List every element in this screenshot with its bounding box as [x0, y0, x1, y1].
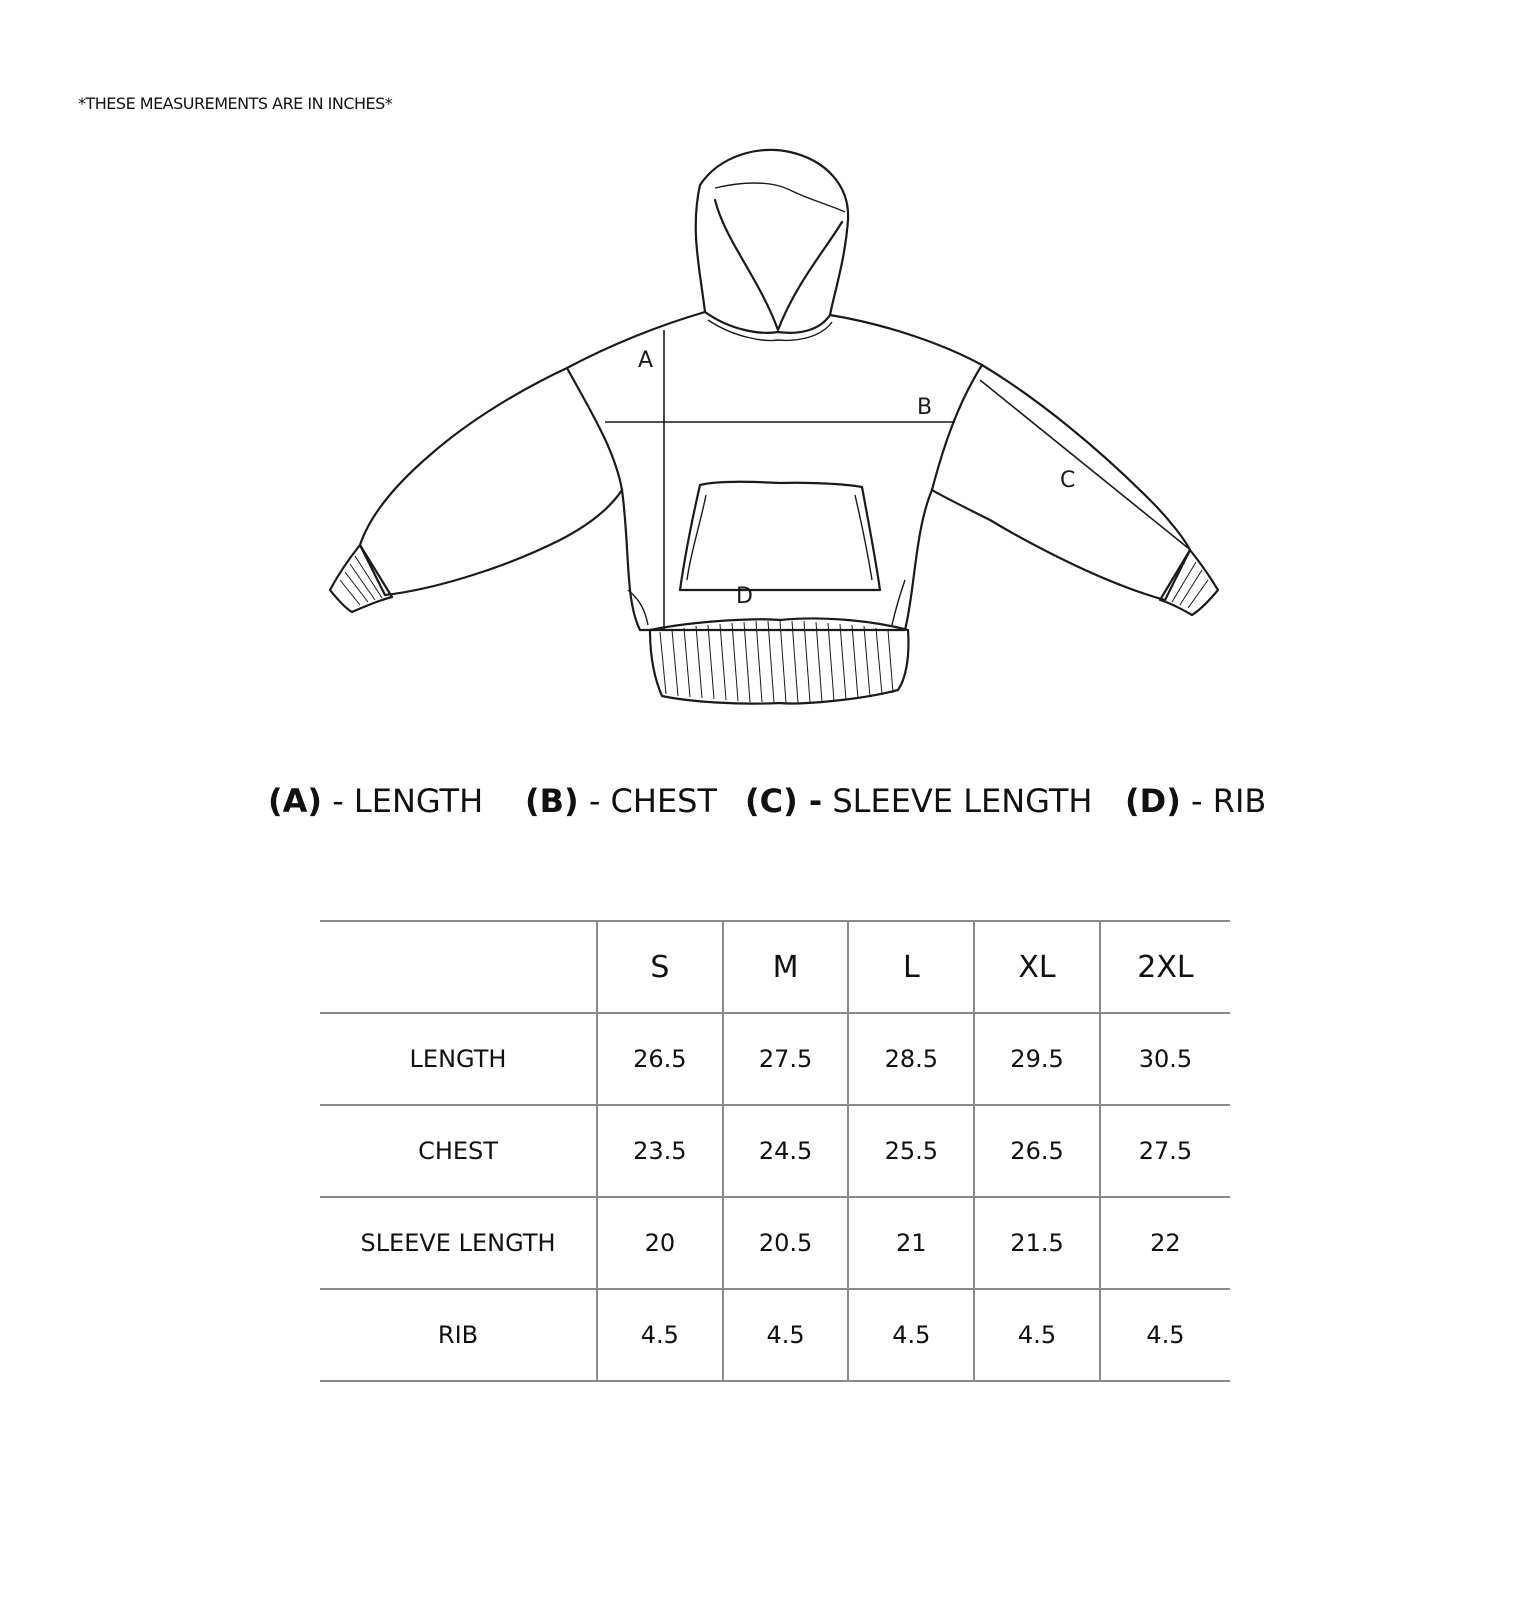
- measure-line-c: [980, 380, 1188, 548]
- table-cell: 20: [597, 1197, 723, 1289]
- legend-text: CHEST: [610, 782, 718, 820]
- right-side-fold: [892, 580, 905, 625]
- legend-key: (A): [268, 782, 323, 820]
- legend-text: LENGTH: [353, 782, 484, 820]
- label-d: D: [736, 584, 753, 609]
- size-header-m: M: [723, 921, 849, 1013]
- table-cell: 21: [848, 1197, 974, 1289]
- hood-inner: [715, 183, 845, 212]
- table-cell: 4.5: [597, 1289, 723, 1381]
- table-cell: 25.5: [848, 1105, 974, 1197]
- size-header-s: S: [597, 921, 723, 1013]
- table-cell: 30.5: [1100, 1013, 1230, 1105]
- legend-text: RIB: [1212, 782, 1267, 820]
- table-corner-cell: [320, 921, 597, 1013]
- row-label-chest: CHEST: [320, 1105, 597, 1197]
- table-cell: 24.5: [723, 1105, 849, 1197]
- table-cell: 4.5: [974, 1289, 1100, 1381]
- hood-opening: [715, 200, 842, 330]
- table-cell: 27.5: [1100, 1105, 1230, 1197]
- right-cuff: [1160, 550, 1218, 615]
- table-cell: 21.5: [974, 1197, 1100, 1289]
- table-header-row: [320, 921, 1230, 1013]
- row-label-length: LENGTH: [320, 1013, 597, 1105]
- table-row: [320, 1013, 1230, 1105]
- legend-key: (D): [1125, 782, 1181, 820]
- left-cuff: [330, 545, 392, 612]
- table-cell: 29.5: [974, 1013, 1100, 1105]
- table-cell: 26.5: [974, 1105, 1100, 1197]
- size-header-2xl: 2XL: [1100, 921, 1230, 1013]
- size-header-l: L: [848, 921, 974, 1013]
- measurement-legend: [0, 782, 1530, 822]
- legend-separator: [822, 782, 832, 820]
- legend-item-length: [268, 782, 483, 820]
- table-cell: 4.5: [723, 1289, 849, 1381]
- size-header-xl: XL: [974, 921, 1100, 1013]
- legend-separator: -: [322, 782, 354, 820]
- table-cell: 23.5: [597, 1105, 723, 1197]
- label-b: B: [917, 395, 933, 420]
- legend-item-sleeve-length: [745, 782, 1092, 820]
- collar: [705, 312, 830, 333]
- hood-outline: [696, 150, 848, 315]
- legend-item-chest: [525, 782, 717, 820]
- table-row: [320, 1105, 1230, 1197]
- row-label-sleeve-length: SLEEVE LENGTH: [320, 1197, 597, 1289]
- table-cell: 28.5: [848, 1013, 974, 1105]
- legend-key: (C) -: [745, 782, 823, 820]
- measurement-unit-note: *THESE MEASUREMENTS ARE IN INCHES*: [78, 94, 393, 113]
- pocket-inner-right: [855, 495, 872, 580]
- table-cell: 4.5: [848, 1289, 974, 1381]
- waistband-ribbing: [660, 621, 893, 703]
- row-label-rib: RIB: [320, 1289, 597, 1381]
- label-a: A: [638, 348, 654, 373]
- left-sleeve: [360, 368, 622, 595]
- table-row: [320, 1289, 1230, 1381]
- size-chart-table: [320, 920, 1230, 1382]
- legend-key: (B): [525, 782, 579, 820]
- legend-separator: -: [578, 782, 611, 820]
- table-row: [320, 1197, 1230, 1289]
- legend-text: SLEEVE LENGTH: [832, 782, 1093, 820]
- kangaroo-pocket: [680, 482, 880, 590]
- hoodie-diagram: [0, 0, 1530, 760]
- table-cell: 20.5: [723, 1197, 849, 1289]
- table-cell: 22: [1100, 1197, 1230, 1289]
- legend-item-rib: [1125, 782, 1266, 820]
- legend-separator: -: [1180, 782, 1213, 820]
- body-outline: [567, 312, 982, 630]
- label-c: C: [1060, 468, 1076, 493]
- table-cell: 4.5: [1100, 1289, 1230, 1381]
- table-cell: 26.5: [597, 1013, 723, 1105]
- table-cell: 27.5: [723, 1013, 849, 1105]
